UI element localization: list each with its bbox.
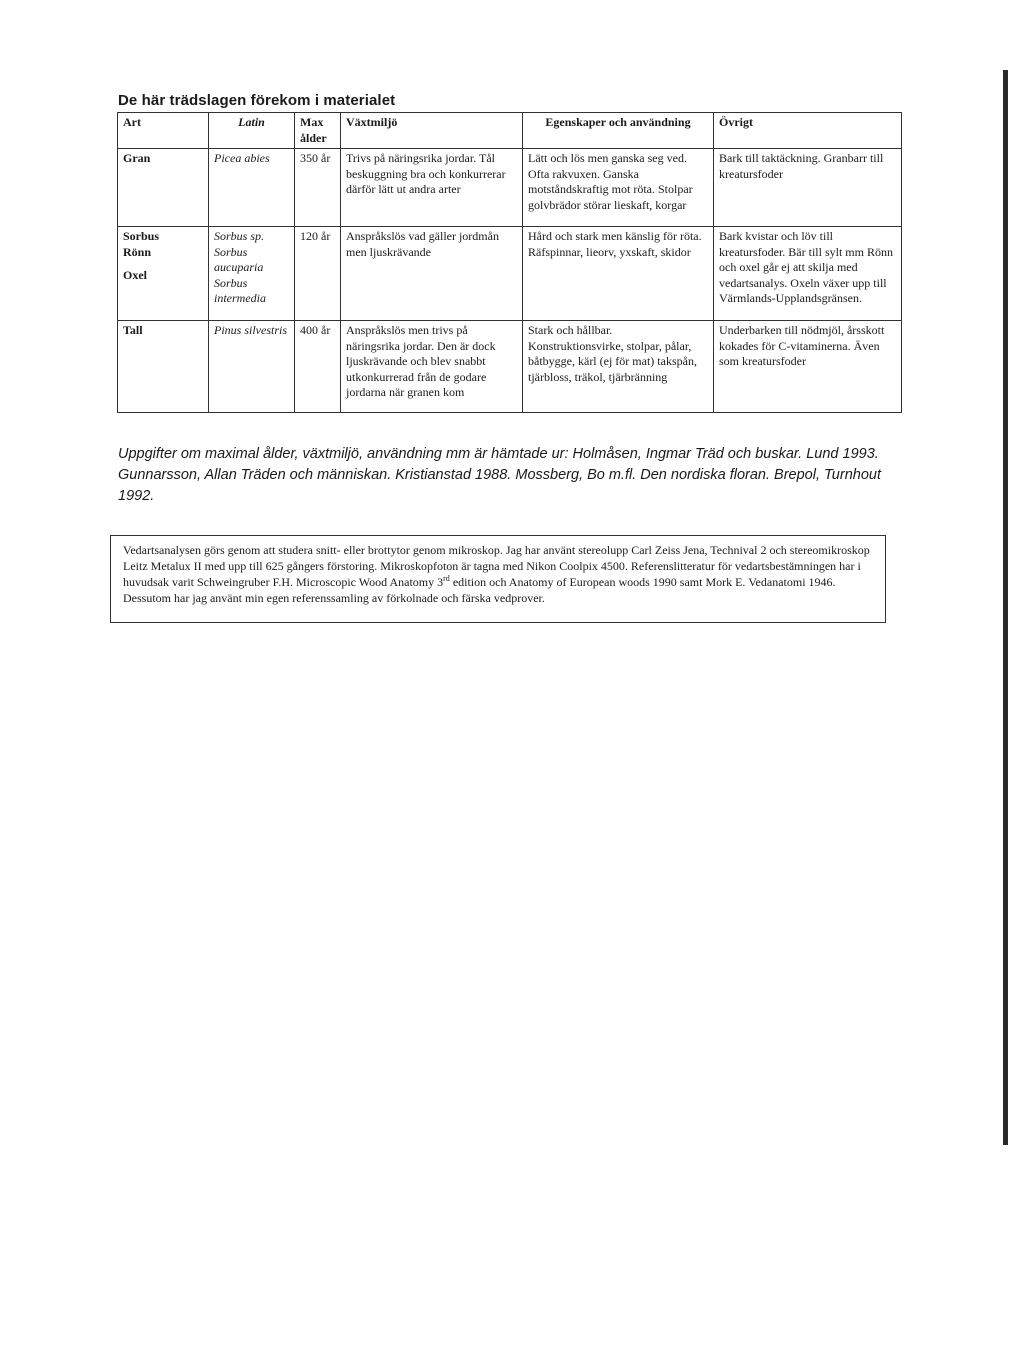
cell-vaxtmiljo: Anspråkslös vad gäller jordmån men ljuskrävande bbox=[341, 227, 523, 321]
cell-max-alder: 400 år bbox=[295, 321, 341, 413]
table-row bbox=[118, 149, 902, 227]
cell-latin: Picea abies bbox=[209, 149, 295, 227]
page-heading: De här trädslagen förekom i materialet bbox=[118, 92, 396, 109]
header-vaxtmiljo: Växtmiljö bbox=[341, 113, 523, 149]
header-latin: Latin bbox=[209, 113, 295, 149]
cell-art: Gran bbox=[118, 149, 209, 227]
table-header-row bbox=[118, 113, 902, 149]
cell-vaxtmiljo: Anspråkslös men trivs på näringsrika jordar. Den är dock ljuskrävande och blev snabbt utkonkurrerad från de godare jordarna när granen kom bbox=[341, 321, 523, 413]
table-row bbox=[118, 321, 902, 413]
header-art: Art bbox=[118, 113, 209, 149]
sources-paragraph: Uppgifter om maximal ålder, växtmiljö, användning mm är hämtade ur: Holmåsen, Ingmar Träd och buskar. Lund 1993. Gunnarsson, Allan Träden och människan. Kristianstad 1988. Mossberg, Bo m.fl. Den nordiska floran. Brepol, Turnhout 1992. bbox=[118, 446, 881, 504]
cell-art-main: Sorbus Rönn bbox=[123, 229, 160, 259]
edition-superscript: rd bbox=[443, 574, 450, 583]
cell-art-extra: Oxel bbox=[123, 268, 147, 282]
cell-art bbox=[118, 227, 209, 321]
header-egenskaper: Egenskaper och användning bbox=[523, 113, 714, 149]
cell-latin: Sorbus sp. Sorbus aucuparia Sorbus intermedia bbox=[209, 227, 295, 321]
header-max-alder: Max ålder bbox=[295, 113, 341, 149]
method-note-text-cont: edition och Anatomy of European woods 1990 samt Mork E. Vedanatomi 1946. Dessutom har jag använt min egen referenssamling av förkolnade och färska vedprover. bbox=[123, 575, 836, 605]
cell-ovrigt: Bark till taktäckning. Granbarr till kreatursfoder bbox=[714, 149, 902, 227]
cell-art: Tall bbox=[118, 321, 209, 413]
page-edge-border bbox=[1003, 70, 1008, 1145]
method-note-box bbox=[110, 535, 886, 623]
cell-vaxtmiljo: Trivs på näringsrika jordar. Tål beskuggning bra och konkurrerar därför lätt ut andra arter bbox=[341, 149, 523, 227]
cell-max-alder: 350 år bbox=[295, 149, 341, 227]
cell-latin: Pinus silvestris bbox=[209, 321, 295, 413]
tree-species-table bbox=[117, 112, 902, 413]
method-note-text: Vedartsanalysen görs genom att studera snitt- eller brottytor genom mikroskop. Jag har använt stereolupp Carl Zeiss Jena, Technival 2 och stereomikroskop Leitz Metalux II med upp till 625 gångers förstoring. Mikroskopfoton är tagna med Nikon Coolpix 4500. Referenslitteratur för vedartsbestämningen har i huvudsak varit Schweingruber F.H. Microscopic Wood Anatomy 3 bbox=[123, 543, 870, 589]
header-ovrigt: Övrigt bbox=[714, 113, 902, 149]
cell-ovrigt: Bark kvistar och löv till kreatursfoder. Bär till sylt mm Rönn och oxel går ej att skilja med vedartsanalys. Oxeln växer upp till Värmlands-Upplandsgränsen. bbox=[714, 227, 902, 321]
cell-egenskaper: Hård och stark men känslig för röta. Räfspinnar, lieorv, yxskaft, skidor bbox=[523, 227, 714, 321]
cell-egenskaper: Lätt och lös men ganska seg ved. Ofta rakvuxen. Ganska motståndskraftig mot röta. Stolpar golvbrädor störar lieskaft, korgar bbox=[523, 149, 714, 227]
cell-max-alder: 120 år bbox=[295, 227, 341, 321]
cell-ovrigt: Underbarken till nödmjöl, årsskott kokades för C-vitaminerna. Även som kreatursfoder bbox=[714, 321, 902, 413]
cell-egenskaper: Stark och hållbar. Konstruktionsvirke, stolpar, pålar, båtbygge, kärl (ej för mat) takspån, tjärbloss, träkol, tjärbränning bbox=[523, 321, 714, 413]
table-row bbox=[118, 227, 902, 321]
